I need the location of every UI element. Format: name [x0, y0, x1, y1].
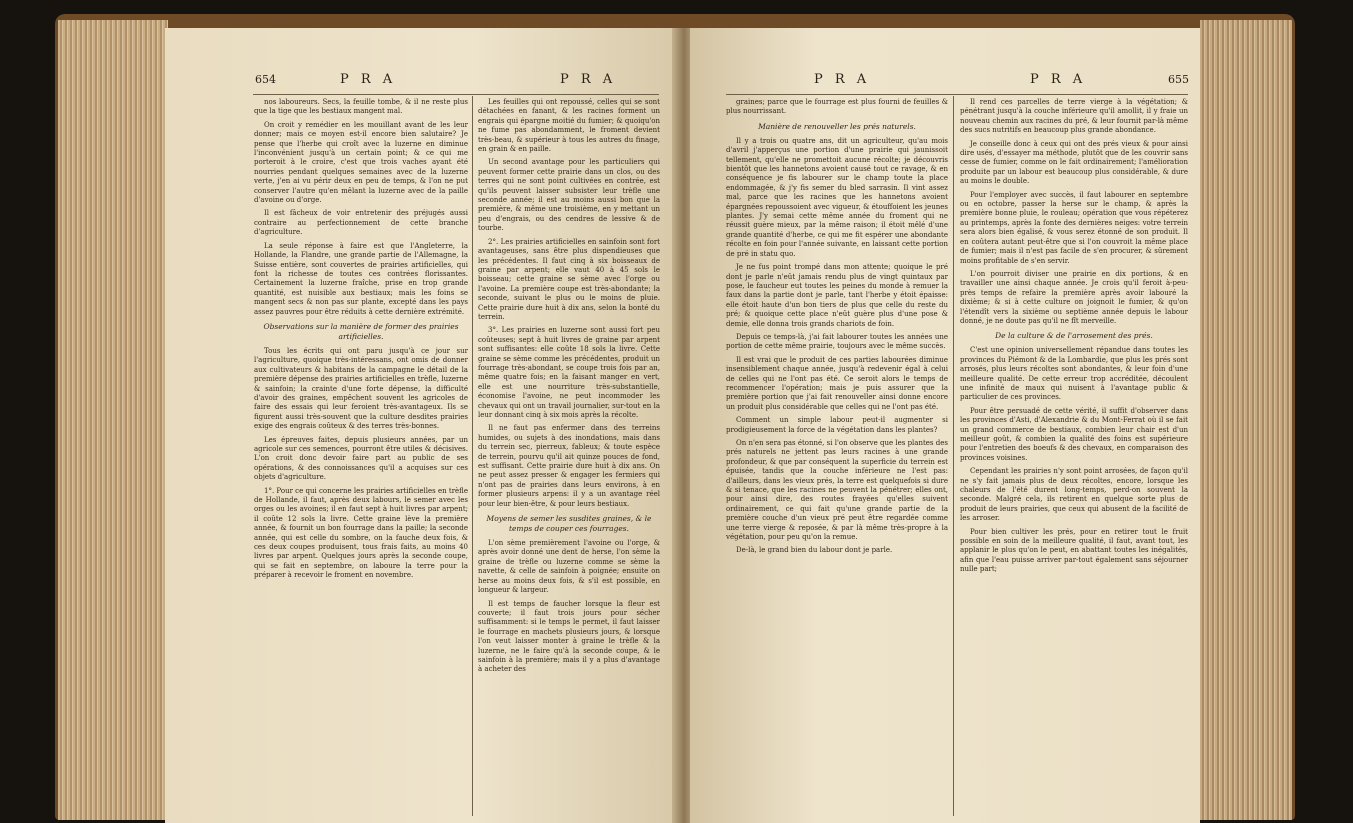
paragraph: Un second avantage pour les particuliers qui peuvent former cette prairie dans un clos, ou des terres qui ne sont point cultivées en contrée, est qu'ils peuvent laisser subsister leur trèfle une seconde année; il est au moins aussi bon que la première, & même une troisième, en y mettant un peu d'engrais, ou des cendres de lessive & de tourbe.: [478, 158, 660, 233]
paragraph: Il rend ces parcelles de terre vierge à la végétation; & pénétrant jusqu'à la couche inférieure qu'il amollit, il y fraie un nouveau chemin aux racines du pré, & leur fournit par-là même des sucs nutritifs en beaucoup plus grande abondance.: [960, 98, 1188, 135]
right-page-number: 655: [1168, 73, 1189, 86]
paragraph: graines; parce que le fourrage est plus fourni de feuilles & plus nourrissant.: [726, 98, 948, 116]
left-running-head-2: P R A: [560, 72, 617, 87]
paragraph: Tous les écrits qui ont paru jusqu'à ce jour sur l'agriculture, quoique très-intéressans, ont omis de donner aux cultivateurs & habitans de la campagne le détail de la première dépense des prairies artificielles en trèfle, luzerne & sainfoin; la crainte d'une forte dépense, la difficulté d'avoir des graines, empêchent souvent les agricoles de faire des essais qui leur feroient très-avantageux. Ils se figurent aussi très-souvent que la culture desdites prairies exige des engrais coûteux & des terres très-bonnes.: [254, 346, 468, 431]
left-column-rule: [472, 96, 473, 816]
page-edges-left: [58, 20, 168, 820]
paragraph: Je ne fus point trompé dans mon attente; quoique le pré dont je parle n'eût jamais rendu plus de vingt quintaux par pose, le faucheur eut toutes les peines du monde à remuer la faux dans la partie dont je parle, tant l'herbe y étoit épaisse: elle étoit haute d'un bon tiers de plus que celle du reste du pré; & quoique cette place n'eût guère plus d'une pose & demie, elle donna trois grands chariots de foin.: [726, 263, 948, 328]
paragraph: C'est une opinion universellement répandue dans toutes les provinces du Piémont & de la Lombardie, que plus les prés sont arrosés, plus leurs récoltes sont abondantes, & leur foin d'une meilleure qualité. De cette erreur trop accréditée, découlent une infinité de maux qui nuisent à l'avantage public & particulier de ces provinces.: [960, 346, 1188, 402]
left-head-rule: [253, 94, 659, 95]
paragraph: Il ne faut pas enfermer dans des terreins humides, ou sujets à des inondations, mais dans du terrein sec, pierreux, fableux; & toute espèce de terrein, pourvu qu'il ait quinze pouces de fond, est suffisant. Cette prairie dure huit à dix ans. On ne peut assez presser & engager les fermiers qui n'ont pas de prairies dans leurs environs, à en former plusieurs arpens: il y a un avantage réel pour leur bien-être, & pour leurs bestiaux.: [478, 424, 660, 508]
paragraph: Pour être persuadé de cette vérité, il suffit d'observer dans les provinces d'Asti, d'Alexandrie & du Mont-Ferrat où il se fait un grand commerce de bestiaux, combien leur chair est d'un meilleur goût, & combien la qualité des foins est supérieure pour l'entretien des boeufs & des chevaux, en comparaison des provinces voisines.: [960, 406, 1188, 462]
paragraph: nos laboureurs. Secs, la feuille tombe, & il ne reste plus que la tige que les bestiaux mangent mal.: [254, 98, 468, 116]
paragraph: 3°. Les prairies en luzerne sont aussi fort peu coûteuses; sept à huit livres de graine par arpent sont suffisantes: elle coûte 18 sols la livre. Cette graine se sème comme les précédentes, produit un fourrage très-abondant, se coupe trois fois par an, même quatre fois; en la faisant manger en vert, elle est une nourriture très-substantielle, économise l'avoine, ne peut incommoder les chevaux qui ont un travail journalier, sur-tout en la leur donnant cinq à six mois après la récolte.: [478, 326, 660, 419]
paragraph: L'on sème premièrement l'avoine ou l'orge, & après avoir donné une dent de herse, l'on sème la graine de trèfle ou luzerne comme se sème la navette, & celle de sainfoin à poignée; ensuite on herse au moins deux fois, & s'il est possible, en longueur & largeur.: [478, 539, 660, 595]
paragraph: Je conseille donc à ceux qui ont des prés vieux & pour ainsi dire usés, d'essayer ma méthode, plutôt que de les couvrir sans cesse de fumier, comme on le fait ordinairement; l'amélioration produite par un labour est beaucoup plus considérable, & dure au moins le double.: [960, 139, 1188, 186]
right-running-head-1: P R A: [814, 72, 871, 87]
paragraph: Pour l'employer avec succès, il faut labourer en septembre ou en octobre, passer la herse sur le champ, & après la première bonne pluie, le rouleau; opération que vous répéterez au printemps, après la fonte des dernières neiges: votre terrein sera alors bien égalisé, & vous serez étonné de son produit. Il en coûtera autant peut-être que si l'on couvroit la même place de fumier; mais il n'est pas facile de s'en procurer, & sûrement moins profitable de s'en servir.: [960, 190, 1188, 265]
paragraph: On n'en sera pas étonné, si l'on observe que les plantes des prés naturels ne jettent pas leurs racines à une grande profondeur, & que par conséquent la superficie du terrein est épuisée, tandis que la couche inférieure ne l'est pas: d'ailleurs, dans les vieux prés, la terre est quelquefois si dure & si tenace, que les racines ne peuvent la pénétrer; elles ont, pour ainsi dire, des routes frayées qu'elles suivent ordinairement, ce qui fait qu'une grande partie de la première couche d'un vieux pré peut être regardée comme une terre vierge & reposée, & par là même très-propre à la végétation, pour peu qu'on la remue.: [726, 439, 948, 542]
left-running-head-1: P R A: [340, 72, 397, 87]
paragraph: Pour bien cultiver les prés, pour en retirer tout le fruit possible en soin de la meilleure qualité, il faut, avant tout, les applanir le plus qu'on le peut, en abattant toutes les inégalités, afin que l'eau puisse arriver par-tout également sans séjourner nulle part;: [960, 527, 1188, 574]
section-heading: Manière de renouveller les prés naturels.: [758, 121, 916, 131]
paragraph: Il est vrai que le produit de ces parties labourées diminue insensiblement chaque année, jusqu'à redevenir égal à celui de celles qui ne l'ont pas été. Ce seroit alors le temps de recommencer l'opération; mais je puis assurer que la première portion que j'ai fait renouveller ainsi donne encore un produit plus considérable que celles qui ne l'ont pas été.: [726, 355, 948, 411]
paragraph: Depuis ce temps-là, j'ai fait labourer toutes les années une portion de cette même prairie, toujours avec le même succès.: [726, 332, 948, 351]
paragraph: Comment un simple labour peut-il augmenter si prodigieusement la force de la végétation dans les plantes?: [726, 416, 948, 434]
paragraph: Les épreuves faites, depuis plusieurs années, par un agricole sur ces semences, pourront être utiles & décisives. L'on croit donc devoir faire part au public de ses opérations, & des connoissances qu'il a acquises sur ces objets d'agriculture.: [254, 435, 468, 482]
paragraph: 2°. Les prairies artificielles en sainfoin sont fort avantageuses, sans être plus dispendieuses que les précédentes. Il faut cinq à six boisseaux de graine par arpent; elle vaut 40 à 45 sols le boisseau; cette graine se sème avec l'orge ou l'avoine. La première coupe est très-abondante; la seconde, suivant le plus ou le moins de pluie. Cette prairie dure huit à dix ans, selon la bonté du terrein.: [478, 237, 660, 321]
paragraph: L'on pourroit diviser une prairie en dix portions, & en travailler une ainsi chaque année. Je crois qu'il feroit à-peu-près temps de refaire la première après avoir labouré la dixième; & si à cette culture on joignoit le fumier, & qu'on l'étendît vers la sixième ou septième année depuis le labour donné, je ne doute pas qu'il ne fît merveille.: [960, 269, 1188, 325]
right-column-2: [960, 98, 1188, 822]
right-column-1: [726, 98, 948, 822]
paragraph: De-là, le grand bien du labour dont je parle.: [736, 546, 893, 555]
section-heading: Observations sur la manière de former des prairies artificielles.: [263, 321, 459, 341]
right-page: [690, 28, 1200, 823]
paragraph: Cependant les prairies n'y sont point arrosées, de façon qu'il ne s'y fait jamais plus de deux récoltes, encore, lorsque les chaleurs de l'été durent long-temps, perd-on souvent la seconde. Malgré cela, ils retirent en quelque sorte plus de produit de leurs prairies, que ceux qui abusent de la facilité de les arroser.: [960, 467, 1188, 523]
left-page: [165, 28, 677, 823]
paragraph: Il y a trois ou quatre ans, dit un agriculteur, qu'au mois d'avril j'apperçus une portion d'une prairie qui jaunissoit tellement, qu'elle ne promettoit aucune récolte; je découvris bientôt que les hannetons avoient causé tout ce ravage, & en conséquence je fis labourer sur le champ toute la place endommagée, & j'y fis semer du bled sarrasin. Il vint assez mal, parce que les racines que les hannetons avoient épargnées repoussoient avec vigueur, & étouffoient les jeunes plantes. J'y semai cette même année du froment qui ne réussit guère mieux, par la même raison; il étoit mêlé d'une grande quantité d'herbe, ce qui me fit espérer une abondante récolte en foin pour l'année suivante, en laissant cette portion de pré in statu quo.: [726, 136, 948, 258]
paragraph: Il est fâcheux de voir entretenir des préjugés aussi contraire au perfectionnement de cette branche d'agriculture.: [254, 209, 468, 237]
paragraph: Les feuilles qui ont repoussé, celles qui se sont détachées en fanant, & les racines forment un engrais qui épargne moitié du fumier; & quoiqu'on ne fume pas abondamment, le froment devient très-beau, & supérieur à tous les autres du finage, en grain & en paille.: [478, 98, 660, 154]
paragraph: Il est temps de faucher lorsque la fleur est couverte; il faut trois jours pour sécher suffisamment: si le temps le permet, il faut laisser le fourrage en machets plusieurs jours, & lorsque l'on veut laisser monter à graine le trèfle & la luzerne, ne le faire qu'à la seconde coupe, & le sainfoin à la première; mais il y a plus d'avantage à acheter des: [478, 599, 660, 674]
left-column-2: [478, 98, 660, 822]
right-head-rule: [726, 94, 1188, 95]
section-heading: De la culture & de l'arrosement des prés.: [995, 331, 1153, 341]
paragraph: La seule réponse à faire est que l'Angleterre, la Hollande, la Flandre, une grande partie de l'Allemagne, la Suisse entière, sont couvertes de prairies artificielles, qui font la richesse de toutes ces contrées florissantes. Certainement la luzerne fraîche, prise en trop grande quantité, est nuisible aux bestiaux; mais les foins se mangent secs & non pas sur plante, excepté dans les pays assez pauvres pour être réduits à cette dernière extrémité.: [254, 241, 468, 316]
left-column-1: [254, 98, 468, 822]
left-page-number: 654: [255, 73, 276, 86]
paragraph: On croit y remédier en les mouillant avant de les leur donner; mais ce moyen est-il encore bien salutaire? Je pense que l'herbe qui croît avec la luzerne en diminue l'inconvénient jusqu'à un certain point; & ce qui me porteroit à le croire, c'est que trois vaches ayant été nourries pendant quelques semaines avec de la luzerne verte, j'en ai vu périr deux en peu de temps, & l'on ne put conserver l'autre qu'en mêlant la luzerne avec de la paille d'avoine ou d'orge.: [254, 120, 468, 205]
page-edges-right: [1200, 20, 1292, 820]
right-column-rule: [953, 96, 954, 816]
section-heading: Moyens de semer les susdites graines, & le temps de couper ces fourrages.: [486, 514, 652, 534]
right-running-head-2: P R A: [1030, 72, 1087, 87]
paragraph: 1°. Pour ce qui concerne les prairies artificielles en trèfle de Hollande, il faut, après deux labours, le semer avec les orges ou les avoines; il en faut sept à huit livres par arpent; il coûte 12 sols la livre. Cette graine lève la première année, & fournit un bon fourrage dans la paille; la seconde année, qui est celle du sombre, on la fauche deux fois, & ces deux coupes produisent, tous frais faits, au moins 40 livres par arpent. Quelques jours après la seconde coupe, qui se fait en septembre, on laboure la terre pour la préparer à recevoir le froment en novembre.: [254, 486, 468, 580]
